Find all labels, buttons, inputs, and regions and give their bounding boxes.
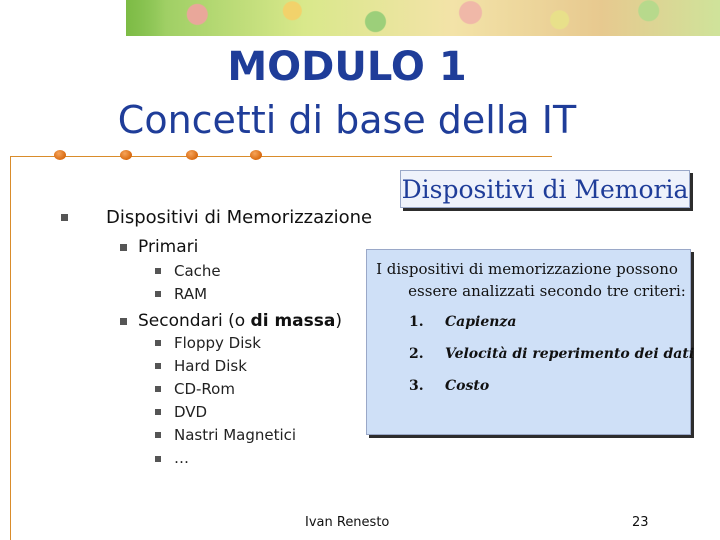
criteria-box <box>366 249 695 435</box>
slide-title-line1: MODULO 1 <box>227 44 467 90</box>
list-item: Nastri Magnetici <box>174 426 297 444</box>
list-item: RAM <box>174 285 208 303</box>
outline-primari: Primari <box>138 237 199 257</box>
bullet-square-icon <box>155 291 161 297</box>
bullet-square-icon <box>120 318 127 325</box>
list-item: Floppy Disk <box>174 334 261 352</box>
title-rule-vertical <box>10 156 11 540</box>
bullet-square-icon <box>155 456 161 462</box>
bullet-square-icon <box>155 409 161 415</box>
list-item: CD-Rom <box>174 380 235 398</box>
list-item: Cache <box>174 262 221 280</box>
rule-dot <box>120 150 132 160</box>
criterion-number: 3. <box>409 378 424 394</box>
criterion-number: 2. <box>409 346 424 362</box>
bullet-square-icon <box>120 244 127 251</box>
criteria-intro-line2: essere analizzati secondo tre criteri: <box>408 282 686 300</box>
outline-main: Dispositivi di Memorizzazione <box>106 207 373 228</box>
page-number: 23 <box>632 515 649 530</box>
criterion-text: Costo <box>445 378 490 394</box>
list-item: Hard Disk <box>174 357 247 375</box>
slide-title-line2: Concetti di base della IT <box>117 98 577 142</box>
bullet-square-icon <box>155 340 161 346</box>
bullet-square-icon <box>155 386 161 392</box>
criterion-text: Capienza <box>445 314 517 330</box>
banner-edge <box>126 0 166 36</box>
bullet-square-icon <box>155 363 161 369</box>
criteria-intro-line1: I dispositivi di memorizzazione possono <box>376 260 678 278</box>
criterion-text: Velocità di reperimento dei dati <box>445 346 695 362</box>
footer-author: Ivan Renesto <box>305 515 390 530</box>
rule-dot <box>54 150 66 160</box>
title-rule-horizontal <box>10 156 552 157</box>
rule-dot <box>186 150 198 160</box>
secondari-bold: di massa <box>250 311 336 331</box>
section-label: Dispositivi di Memoria <box>400 170 690 208</box>
bullet-square-icon <box>155 432 161 438</box>
bullet-square-icon <box>61 214 68 221</box>
list-item: … <box>174 449 189 467</box>
outline-secondari: Secondari (o di massa) <box>138 311 342 331</box>
criteria-intro <box>367 258 687 302</box>
criterion-number: 1. <box>409 314 424 330</box>
bullet-square-icon <box>155 268 161 274</box>
rule-dot <box>250 150 262 160</box>
decorative-banner <box>126 0 720 36</box>
list-item: DVD <box>174 403 208 421</box>
